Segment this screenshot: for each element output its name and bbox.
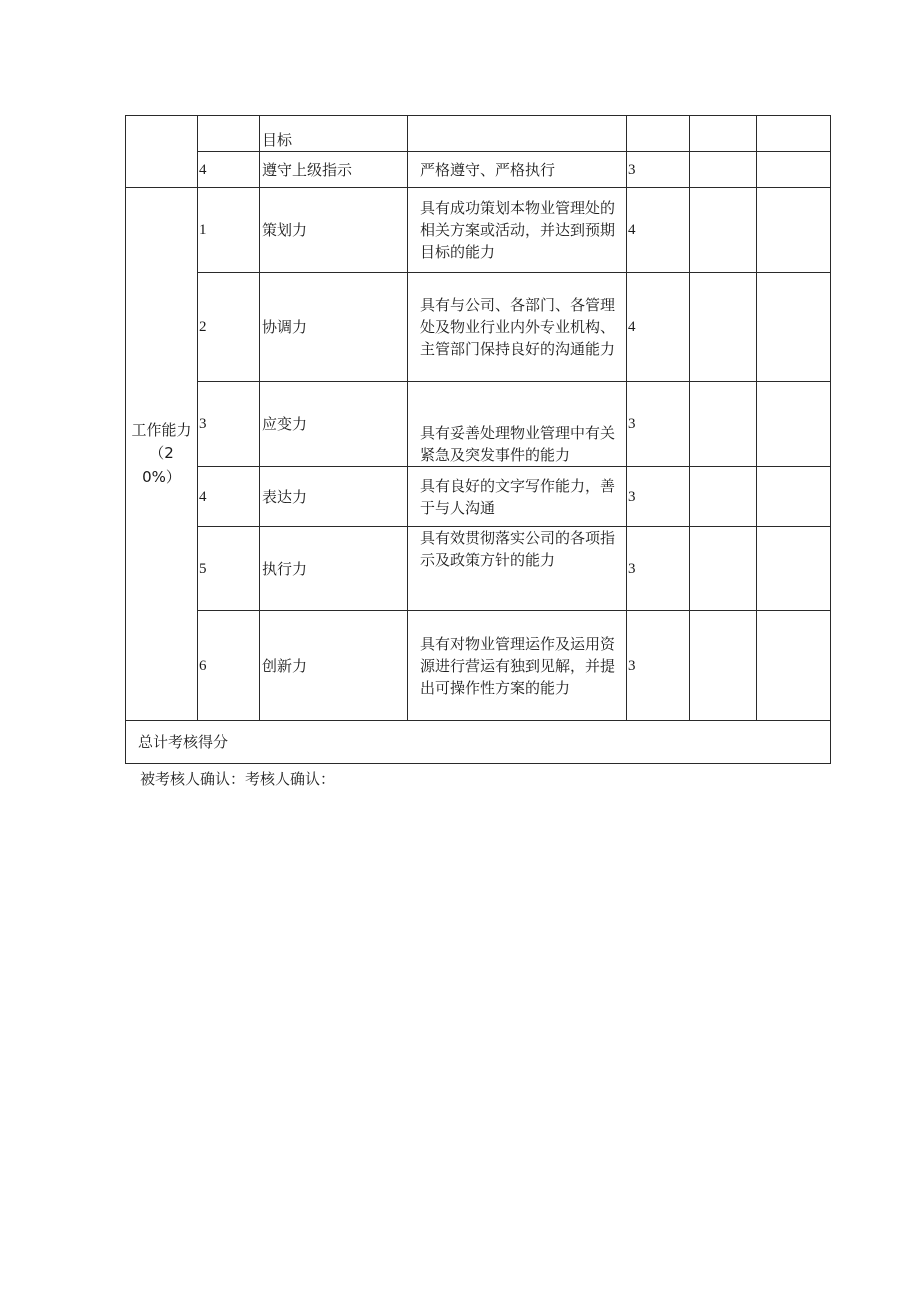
total-row [126, 721, 831, 764]
item-standard: 严格遵守、严格执行 [408, 152, 627, 188]
reviewer-score-cell [757, 527, 831, 611]
self-score-cell [690, 382, 757, 467]
item-number [198, 116, 260, 152]
item-name: 目标 [260, 116, 408, 152]
table-row [126, 116, 831, 152]
item-score: 3 [627, 467, 690, 527]
self-score-cell [690, 527, 757, 611]
item-number: 6 [198, 611, 260, 721]
item-standard: 具有效贯彻落实公司的各项指示及政策方针的能力 [408, 527, 627, 611]
self-score-cell [690, 188, 757, 273]
table-row [126, 527, 831, 611]
reviewer-score-cell [757, 467, 831, 527]
item-standard: 具有成功策划本物业管理处的相关方案或活动，并达到预期目标的能力 [408, 188, 627, 273]
evaluation-table [125, 115, 831, 764]
item-name: 执行力 [260, 527, 408, 611]
category-name: 工作能力 [131, 421, 192, 439]
category-percent-open: （2 [149, 444, 174, 462]
reviewer-score-cell [757, 382, 831, 467]
item-score: 4 [627, 273, 690, 382]
self-score-cell [690, 467, 757, 527]
item-score: 3 [627, 527, 690, 611]
self-score-cell [690, 116, 757, 152]
item-name: 遵守上级指示 [260, 152, 408, 188]
item-standard: 具有妥善处理物业管理中有关紧急及突发事件的能力 [408, 382, 627, 467]
reviewer-score-cell [757, 273, 831, 382]
category-cell-work-ability [126, 188, 198, 721]
item-name: 创新力 [260, 611, 408, 721]
self-score-cell [690, 273, 757, 382]
item-number: 5 [198, 527, 260, 611]
item-standard: 具有与公司、各部门、各管理处及物业行业内外专业机构、主管部门保持良好的沟通能力 [408, 273, 627, 382]
table-row [126, 188, 831, 273]
item-name: 策划力 [260, 188, 408, 273]
item-name: 表达力 [260, 467, 408, 527]
item-number: 4 [198, 467, 260, 527]
item-score: 3 [627, 152, 690, 188]
reviewer-score-cell [757, 116, 831, 152]
reviewer-score-cell [757, 152, 831, 188]
self-score-cell [690, 611, 757, 721]
item-score: 3 [627, 611, 690, 721]
category-cell-previous [126, 116, 198, 188]
reviewer-score-cell [757, 188, 831, 273]
item-standard [408, 116, 627, 152]
table-row [126, 152, 831, 188]
category-percent-close: 0%） [142, 468, 181, 486]
item-number: 3 [198, 382, 260, 467]
item-number: 2 [198, 273, 260, 382]
self-score-cell [690, 152, 757, 188]
item-standard: 具有良好的文字写作能力，善于与人沟通 [408, 467, 627, 527]
item-standard: 具有对物业管理运作及运用资源进行营运有独到见解，并提出可操作性方案的能力 [408, 611, 627, 721]
item-score: 4 [627, 188, 690, 273]
item-score: 3 [627, 382, 690, 467]
table-row [126, 382, 831, 467]
table-row [126, 467, 831, 527]
reviewer-score-cell [757, 611, 831, 721]
total-score-label: 总计考核得分 [126, 721, 831, 764]
confirmation-line: 被考核人确认：考核人确认： [140, 770, 336, 788]
item-number: 1 [198, 188, 260, 273]
item-score [627, 116, 690, 152]
item-number: 4 [198, 152, 260, 188]
item-name: 应变力 [260, 382, 408, 467]
table-row [126, 273, 831, 382]
item-name: 协调力 [260, 273, 408, 382]
table-row [126, 611, 831, 721]
